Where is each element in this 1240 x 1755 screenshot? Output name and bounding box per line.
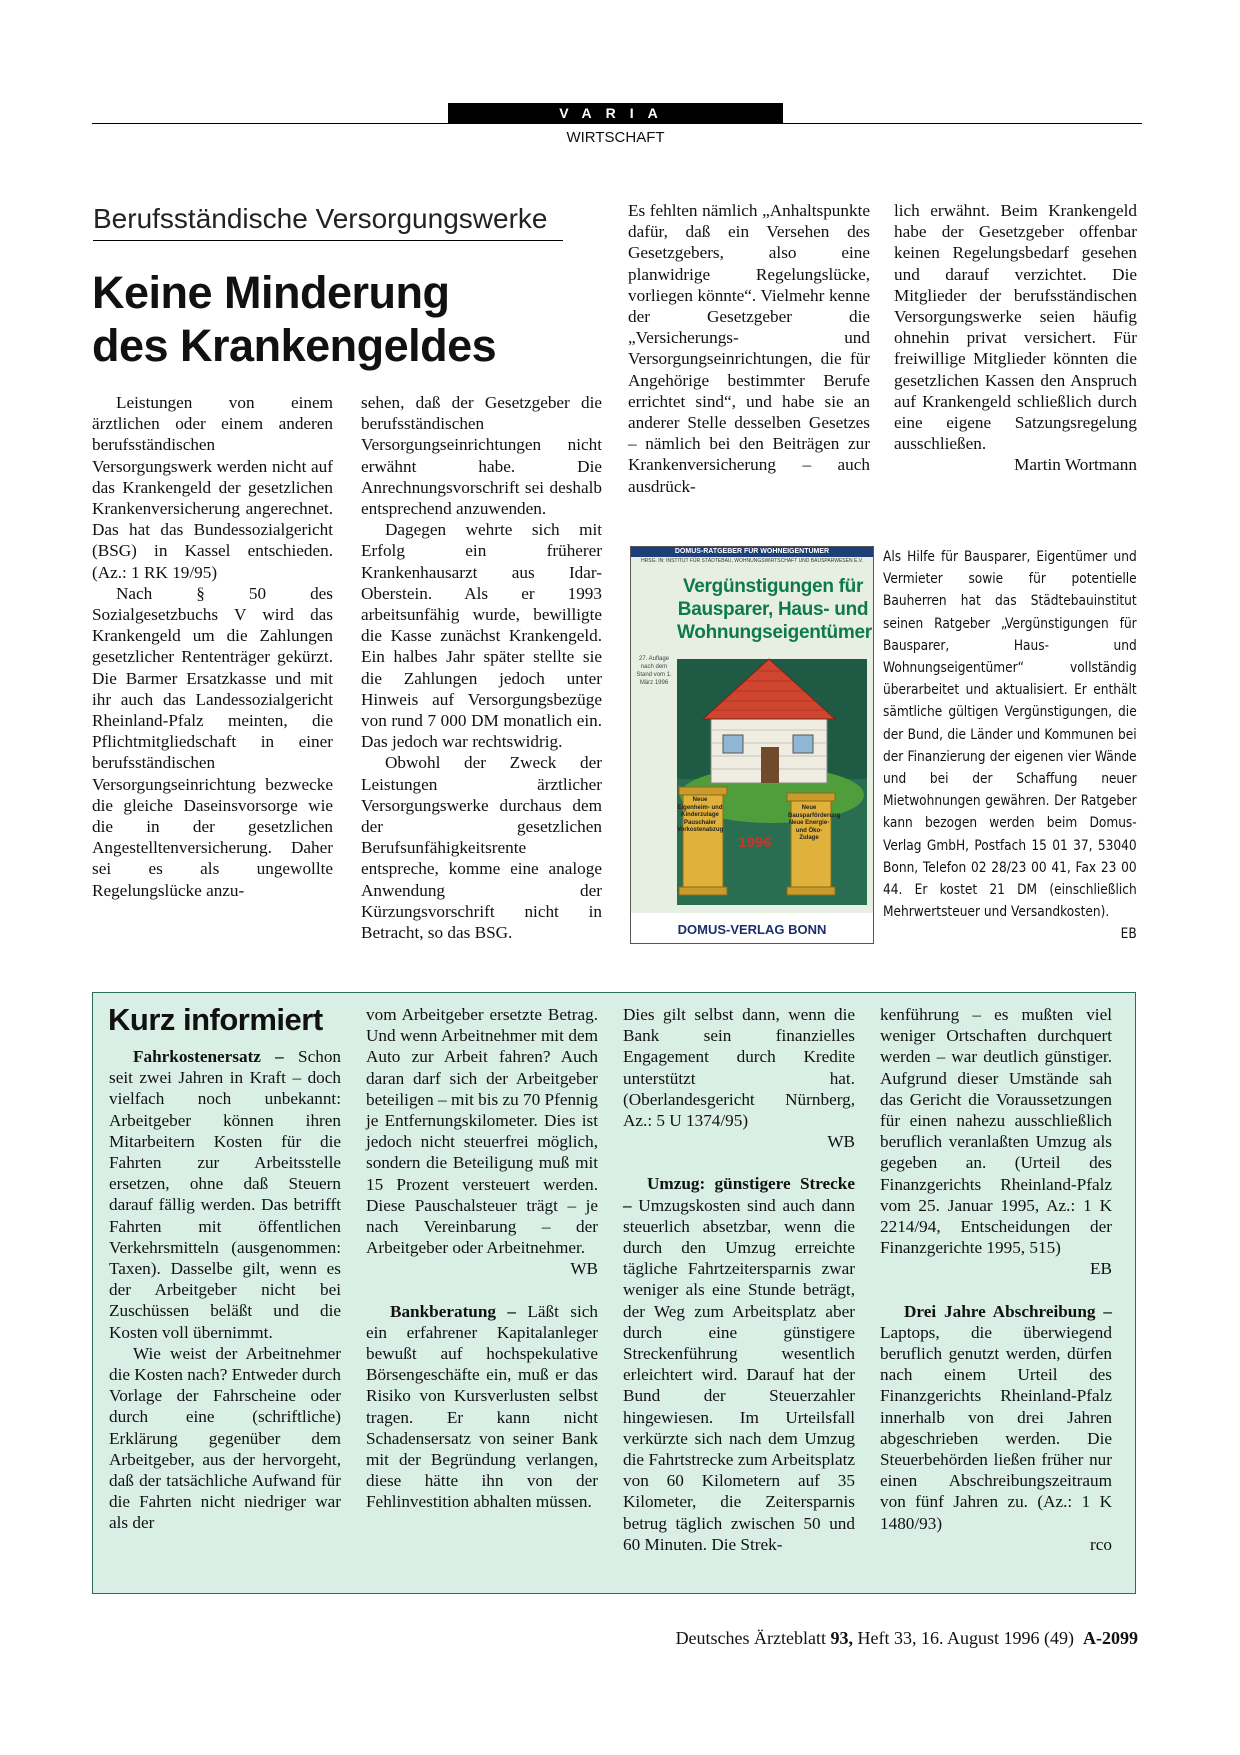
page-number: A-2099	[1083, 1628, 1138, 1648]
news-signature: WB	[827, 1132, 855, 1152]
paragraph: Dagegen wehrte sich mit Erfolg ein früherer Krankenhausarzt aus Idar-Oberstein. Als er 1993 arbeitsunfähig wurde, bewilligte die Kasse zunächst Krankengeld. Ein halbes Jahr später stellte sie die Zahlungen jedoch unter Hinweis auf Versorgungsbezüge von rund 7 000 DM monatlich ein. Das jedoch war rechtswidrig.	[361, 520, 602, 752]
paragraph: sehen, daß der Gesetzgeber die berufsständischen Versorgungseinrichtungen nicht erwähnt habe. Die Anrechnungsvorschrift sei deshalb entsprechend anzuwenden.	[361, 393, 602, 519]
book-editor-label: HRSG. IN: INSTITUT FÜR STÄDTEBAU, WOHNUNGSWIRTSCHAFT UND BAUSPARWESEN E.V.	[641, 558, 863, 564]
section-label: VARIA	[448, 103, 783, 123]
article-column-2	[361, 392, 602, 943]
headline-line-2: des Krankengeldes	[92, 320, 497, 371]
news-item-fahrkosten	[109, 1046, 341, 1343]
article-headline	[92, 266, 582, 372]
news-text: Umzugskosten sind auch dann steuerlich absetzbar, wenn die durch den Umzug erreichte tägliche Fahrtzeitersparnis zwar weniger als eine Stunde beträgt, der Weg zum Arbeitsplatz aber durch eine günstigere Streckenführung wesentlich erleichtert wird. Darauf hat der Bund der Steuerzahler hingewiesen. Im Urteilsfall verkürzte sich nach dem Umzug die Fahrtstrecke zum Arbeitsplatz von 60 Kilometern auf 35 Kilometer, die Zeitersparnis betrug täglich zwischen 50 und 60 Minuten. Die Strek-	[623, 1195, 855, 1554]
paragraph: Wie weist der Arbeitnehmer die Kosten nach? Entweder durch Vorlage der Fahrscheine oder durch eine (schriftliche) Erklärung gegenüber dem Arbeitgeber, aus der hervorgeht, daß der tatsächliche Aufwand für die Fahrten nicht niedriger war als der	[109, 1343, 341, 1533]
journal-issue: Heft 33, 16. August 1996 (49)	[857, 1628, 1074, 1648]
news-lead: Drei Jahre Abschreibung –	[904, 1301, 1112, 1321]
book-edition-note: 27. Auflage nach dem Stand vom 1. März 1996	[636, 656, 672, 686]
book-publisher: DOMUS-VERLAG BONN	[677, 922, 827, 937]
article-column-4	[894, 200, 1137, 476]
news-text: Läßt sich ein erfahrener Kapitalanleger bewußt auf hochspekulative Börsengeschäfte ein, muß er das Risiko von Kursverlusten selbst tragen. Er kann nicht Schadensersatz von seiner Bank mit der Begründung verlangen, diese hätte ihn von der Fehlinvestition abhalten müssen.	[366, 1301, 598, 1512]
journal-volume: 93,	[830, 1628, 854, 1648]
paragraph: Nach § 50 des Sozialgesetzbuchs V wird das Krankengeld um die Zahlungen gesetzlicher Rententräger gekürzt. Die Barmer Ersatzkasse und mit ihr auch das Landessozialgericht Rheinland-Pfalz meinten, die Pflichtmitgliedschaft in einer berufsständischen Versorgungseinrichtung bezwecke die gleiche Daseinsvorsorge wie die in der gesetzlichen Angestelltenversicherung. Daher sei es als ungewollte Regelungslücke anzu-	[92, 583, 333, 900]
news-box-title: Kurz informiert	[108, 1002, 323, 1037]
news-lead: Umzug: günstigere Strecke –	[623, 1174, 855, 1215]
book-pillar-left-text: Neue Eigenheim- und Kinderzulage Pauschaler Vorkostenabzug	[677, 797, 724, 833]
news-lead: Fahrkostenersatz –	[133, 1047, 284, 1066]
news-item-umzug	[623, 1173, 855, 1555]
book-year: 1996	[738, 834, 772, 851]
house-illustration	[631, 547, 873, 943]
paragraph: vom Arbeitgeber ersetzte Betrag. Und wenn Arbeitnehmer mit dem Auto zur Arbeit fahren? Auch daran darf sich der Arbeitgeber beteiligen – mit bis zu 70 Pfennig je Entfernungskilometer. Dies ist jedoch nicht steuerfrei möglich, sondern die Beteiligung muß mit 15 Prozent versteuert werden. Diese Pauschalsteuer trägt – je nach Vereinbarung – der Arbeitgeber oder Arbeitnehmer.	[366, 1005, 598, 1258]
author-signature: Martin Wortmann	[1014, 455, 1137, 475]
paragraph: lich erwähnt. Beim Krankengeld habe der Gesetzgeber offenbar keinen Regelungsbedarf gesehen und darauf verzichtet. Die Mitglieder der berufsständischen Versorgungswerke seien häufig ohnehin privat versichert. Für freiwillige Mitglieder könnten die gesetzlichen Kassen den Anspruch auf Krankengeld schließlich durch eine eigene Satzungsregelung ausschließen.	[894, 201, 1137, 454]
news-signature: EB	[1090, 1259, 1112, 1279]
article-column-3	[628, 200, 870, 497]
news-text: Schon seit zwei Jahren in Kraft – doch vielfach noch unbekannt: Arbeitgeber können ihren Mitarbeitern Kosten für die Fahrten zur Arbeitsstelle ersetzen, ohne daß Steuern darauf fällig werden. Das betrifft Fahrten mit öffentlichen Verkehrsmitteln (ausgenommen: Taxen). Dasselbe gilt, wenn es der Arbeitgeber nicht bei Zuschüssen beläßt und die Kosten voll übernimmt.	[109, 1047, 341, 1342]
news-item-bankberatung	[366, 1301, 598, 1513]
headline-line-1: Keine Minderung	[92, 267, 450, 318]
news-lead: Bankberatung –	[390, 1301, 517, 1321]
article-kicker: Berufsständische Versorgungswerke	[93, 202, 563, 241]
paragraph: Dies gilt selbst dann, wenn die Bank sein finanzielles Engagement durch Kredite unterstützt hat. (Oberlandesgericht Nürnberg, Az.: 5 U 1374/95)	[623, 1005, 855, 1131]
news-text: Laptops, die überwiegend beruflich genutzt werden, dürfen nach einem Urteil des Finanzgerichts Rheinland-Pfalz innerhalb von drei Jahren abgeschrieben werden. Die Steuerbehörden ließen früher nur einen Abschreibungszeitraum von fünf Jahren zu. (Az.: 1 K 1480/93)	[880, 1322, 1112, 1533]
book-series-label: DOMUS-RATGEBER FÜR WOHNEIGENTÜMER	[631, 547, 873, 557]
news-column-2	[366, 1004, 598, 1513]
article-column-1	[92, 392, 333, 901]
book-pillar-right-text: Neue Bausparförderung Neue Energie- und Öko-Zulage	[788, 805, 841, 841]
header-rule	[92, 123, 1142, 124]
news-column-4	[880, 1004, 1112, 1555]
info-signature: EB	[1120, 926, 1137, 943]
news-column-1	[109, 1046, 341, 1534]
news-signature: WB	[570, 1259, 598, 1279]
book-cover-image	[630, 546, 874, 944]
paragraph: Es fehlten nämlich „Anhaltspunkte dafür, daß ein Versehen des Gesetzgebers, also eine planwidrige Regelungslücke, vorliegen könnte“. Vielmehr kenne der Gesetzgeber die „Versicherungs- und Versorgungseinrichtungen, die für Angehörige bestimmter Berufe errichtet sind“, und habe sie an anderer Stelle desselben Gesetzes – nämlich bei den Beiträgen zur Krankenversicherung – auch ausdrück-	[628, 201, 870, 496]
page-footer	[520, 1627, 1138, 1649]
news-signature: rco	[1090, 1534, 1112, 1554]
news-item-abschreibung	[880, 1301, 1112, 1534]
book-title: Vergünstigungen für Bausparer, Haus- und Wohnungseigentümer	[677, 576, 872, 643]
book-info-text	[883, 546, 1137, 946]
paragraph: Obwohl der Zweck der Leistungen ärztlicher Versorgungswerke durchaus dem der gesetzlichen Berufsunfähigkeitsrente entspreche, komme eine analoge Anwendung der Kürzungsvorschrift nicht in Betracht, so das BSG.	[361, 753, 602, 943]
paragraph: kenführung – es mußten viel weniger Ortschaften durchquert werden – war deutlich günstiger. Aufgrund dieser Umstände sah das Gericht die Voraussetzungen für einen nahezu ausschließlich beruflich veranlaßten Umzug als gegeben an. (Urteil des Finanzgerichts Rheinland-Pfalz vom 25. Januar 1995, Az.: 1 K 2214/94, Entscheidungen der Finanzgerichte 1995, 515)	[880, 1005, 1112, 1258]
news-column-3	[623, 1004, 855, 1555]
subsection-label: WIRTSCHAFT	[566, 129, 665, 146]
journal-name: Deutsches Ärzteblatt	[675, 1628, 827, 1648]
paragraph: Als Hilfe für Bausparer, Eigentümer und Vermieter sowie für potentielle Bauherren hat das Städtebauinstitut seinen Ratgeber „Vergünstigungen für Bausparer, Haus- und Wohnungseigentümer“ vollständig überarbeitet und aktualisiert. Er enthält sämtliche gültigen Vergünstigungen, die der Bund, die Länder und Kommunen bei der Finanzierung der eigenen vier Wände und bei der Schaffung neuer Mietwohnungen gewähren. Der Ratgeber kann bezogen werden beim Domus-Verlag GmbH, Postfach 15 01 37, 53040 Bonn, Telefon 02 28/23 00 41, Fax 23 00 44. Er kostet 21 DM (einschließlich Mehrwertsteuer und Versandkosten).	[883, 549, 1137, 921]
paragraph: Leistungen von einem ärztlichen oder einem anderen berufsständischen Versorgungswerk werden nicht auf das Krankengeld der gesetzlichen Krankenversicherung angerechnet. Das hat das Bundessozialgericht (BSG) in Kassel entschieden. (Az.: 1 RK 19/95)	[92, 393, 333, 582]
